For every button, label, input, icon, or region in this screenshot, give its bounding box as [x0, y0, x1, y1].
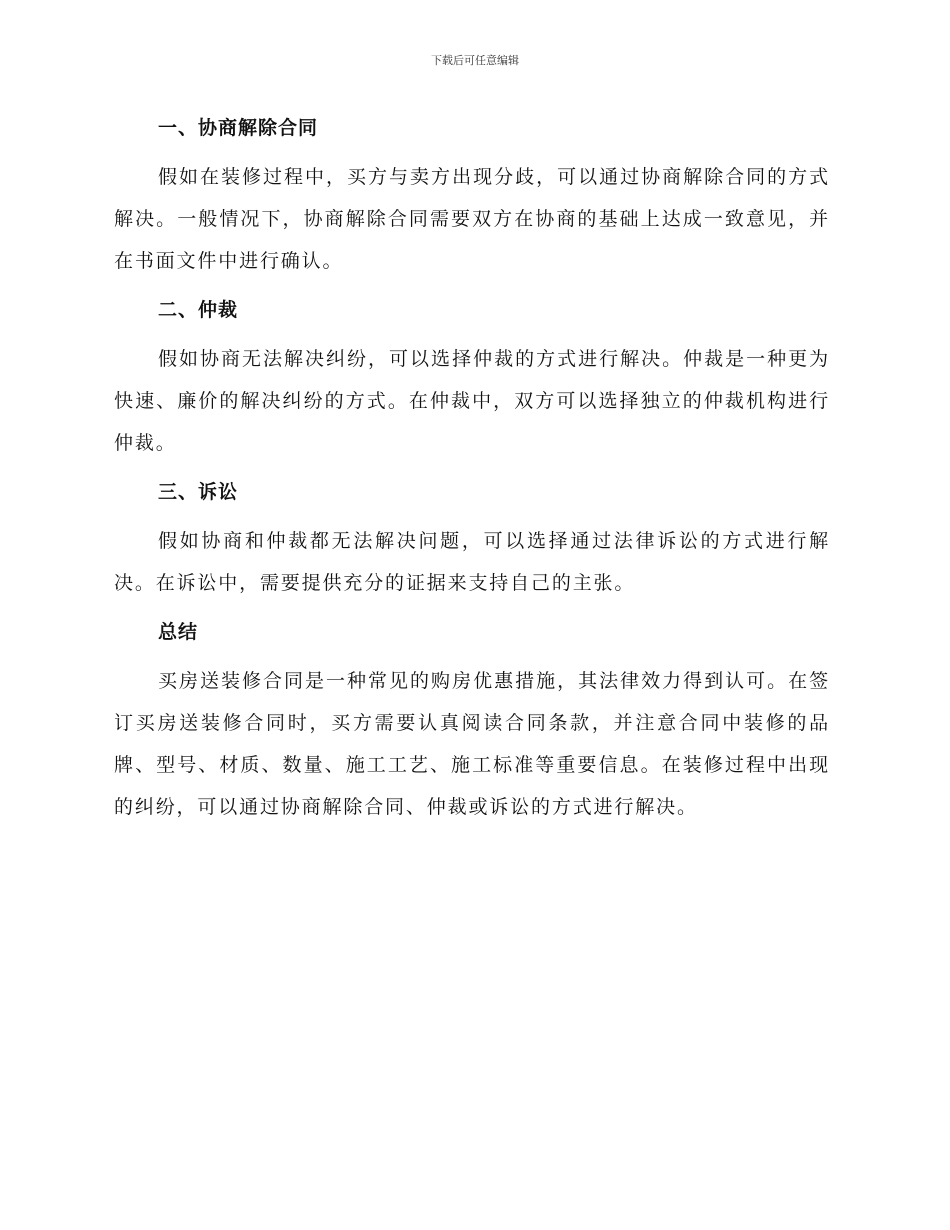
section-summary: [114, 612, 830, 828]
section-paragraph: 假如协商和仲裁都无法解决问题，可以选择通过法律诉讼的方式进行解决。在诉讼中，需要提供充分的证据来支持自己的主张。: [114, 530, 830, 594]
section-mediation: [114, 108, 830, 282]
section-litigation: [114, 472, 830, 604]
section-paragraph: 买房送装修合同是一种常见的购房优惠措施，其法律效力得到认可。在签订买房送装修合同时，买方需要认真阅读合同条款，并注意合同中装修的品牌、型号、材质、数量、施工工艺、施工标准等重要信息。在装修过程中出现的纠纷，可以通过协商解除合同、仲裁或诉讼的方式进行解决。: [114, 670, 830, 818]
section-paragraph: 假如协商无法解决纠纷，可以选择仲裁的方式进行解决。仲裁是一种更为快速、廉价的解决纠纷的方式。在仲裁中，双方可以选择独立的仲裁机构进行仲裁。: [114, 348, 830, 454]
document-body: [114, 108, 830, 836]
section-heading: 三、诉讼: [158, 481, 239, 503]
section-arbitration: [114, 290, 830, 464]
section-heading: 一、协商解除合同: [158, 117, 319, 139]
section-paragraph: 假如在装修过程中，买方与卖方出现分歧，可以通过协商解除合同的方式解决。一般情况下，协商解除合同需要双方在协商的基础上达成一致意见，并在书面文件中进行确认。: [114, 166, 830, 272]
page-header: 下载后可任意编辑: [431, 54, 519, 67]
section-heading: 二、仲裁: [158, 299, 239, 321]
section-heading: 总结: [158, 621, 199, 643]
